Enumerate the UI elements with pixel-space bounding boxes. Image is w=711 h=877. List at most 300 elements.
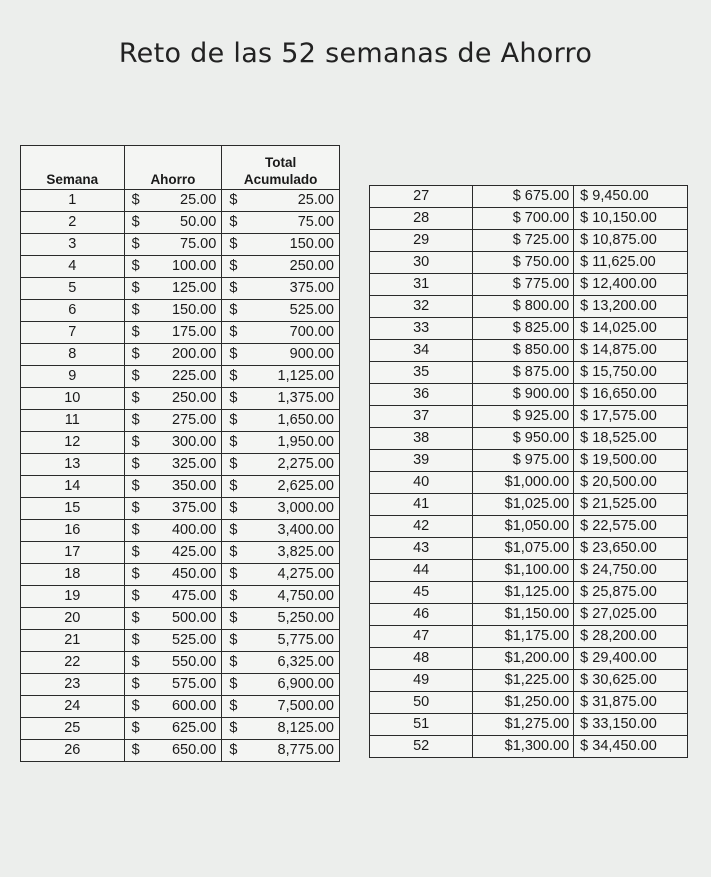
currency-symbol: $ — [131, 324, 140, 340]
currency-symbol: $ — [229, 698, 238, 714]
saving-cell — [124, 256, 222, 278]
saving-amount: 225.00 — [171, 368, 217, 384]
saving-amount: $ 800.00 — [512, 298, 570, 314]
saving-amount-wrap — [125, 652, 222, 673]
currency-symbol: $ — [131, 236, 140, 252]
saving-cell — [473, 560, 574, 582]
total-cell — [574, 736, 688, 758]
saving-cell — [124, 740, 222, 762]
table-row — [21, 256, 340, 278]
saving-amount-wrap — [125, 630, 222, 651]
total-amount: 75.00 — [297, 214, 334, 230]
total-cell — [574, 648, 688, 670]
saving-cell — [124, 454, 222, 476]
currency-symbol: $ — [131, 280, 140, 296]
currency-symbol: $ — [229, 456, 238, 472]
saving-amount: $ 775.00 — [512, 276, 570, 292]
saving-amount: $1,075.00 — [504, 540, 570, 556]
total-amount-wrap — [222, 520, 339, 541]
week-number: 35 — [370, 362, 473, 384]
currency-symbol: $ — [229, 346, 238, 362]
total-amount: $ 14,025.00 — [580, 320, 657, 336]
currency-symbol: $ — [131, 522, 140, 538]
table-row — [21, 696, 340, 718]
week-number: 27 — [370, 186, 473, 208]
total-cell — [222, 564, 340, 586]
total-cell — [574, 560, 688, 582]
saving-amount: $ 675.00 — [512, 188, 570, 204]
week-number: 31 — [370, 274, 473, 296]
saving-cell — [473, 296, 574, 318]
table-row — [370, 582, 688, 604]
total-amount-wrap — [222, 564, 339, 585]
saving-cell — [473, 186, 574, 208]
total-amount: 250.00 — [289, 258, 334, 274]
saving-amount: $1,125.00 — [504, 584, 570, 600]
total-amount-wrap — [222, 498, 339, 519]
table-row — [370, 406, 688, 428]
saving-cell — [124, 366, 222, 388]
saving-amount: 550.00 — [171, 654, 217, 670]
total-amount-wrap — [222, 234, 339, 255]
saving-amount-wrap — [125, 718, 222, 739]
total-amount: $ 17,575.00 — [580, 408, 657, 424]
saving-amount-wrap — [125, 498, 222, 519]
total-cell — [222, 190, 340, 212]
header-total-line2: Acumulado — [243, 172, 318, 187]
week-number: 37 — [370, 406, 473, 428]
saving-cell — [124, 300, 222, 322]
saving-amount: $ 975.00 — [512, 452, 570, 468]
week-number: 29 — [370, 230, 473, 252]
total-cell — [574, 494, 688, 516]
week-number: 6 — [21, 300, 125, 322]
total-amount: 6,900.00 — [277, 676, 334, 692]
saving-amount: 350.00 — [171, 478, 217, 494]
saving-cell — [124, 476, 222, 498]
total-cell — [574, 296, 688, 318]
currency-symbol: $ — [229, 676, 238, 692]
table-row — [370, 318, 688, 340]
total-cell — [574, 208, 688, 230]
currency-symbol: $ — [229, 302, 238, 318]
currency-symbol: $ — [229, 280, 238, 296]
total-cell — [574, 472, 688, 494]
table-row — [21, 388, 340, 410]
saving-amount: $ 725.00 — [512, 232, 570, 248]
currency-symbol: $ — [131, 588, 140, 604]
saving-cell — [473, 274, 574, 296]
week-number: 8 — [21, 344, 125, 366]
total-amount: 8,125.00 — [277, 720, 334, 736]
saving-amount: $ 925.00 — [512, 408, 570, 424]
table-row — [370, 604, 688, 626]
saving-amount-wrap — [125, 322, 222, 343]
saving-amount-wrap — [125, 278, 222, 299]
total-amount: 1,950.00 — [277, 434, 334, 450]
week-number: 38 — [370, 428, 473, 450]
saving-amount-wrap — [125, 542, 222, 563]
saving-amount: $ 850.00 — [512, 342, 570, 358]
saving-amount: $1,225.00 — [504, 672, 570, 688]
table-row — [21, 498, 340, 520]
table-row — [370, 714, 688, 736]
table-row — [370, 494, 688, 516]
saving-cell — [473, 384, 574, 406]
week-number: 17 — [21, 542, 125, 564]
total-cell — [222, 652, 340, 674]
table-row — [21, 564, 340, 586]
total-amount: 25.00 — [297, 192, 334, 208]
total-cell — [222, 212, 340, 234]
total-cell — [222, 410, 340, 432]
saving-cell — [473, 648, 574, 670]
total-cell — [222, 608, 340, 630]
table-row — [370, 560, 688, 582]
table-row — [21, 586, 340, 608]
saving-amount: $ 875.00 — [512, 364, 570, 380]
saving-amount: $1,150.00 — [504, 606, 570, 622]
total-cell — [574, 340, 688, 362]
total-cell — [222, 300, 340, 322]
saving-amount: 50.00 — [180, 214, 217, 230]
table-row — [21, 410, 340, 432]
total-amount: $ 9,450.00 — [580, 188, 649, 204]
week-number: 47 — [370, 626, 473, 648]
header-saving: Ahorro — [124, 146, 222, 190]
total-cell — [222, 388, 340, 410]
total-amount: 3,000.00 — [277, 500, 334, 516]
table-row — [370, 362, 688, 384]
week-number: 46 — [370, 604, 473, 626]
saving-cell — [473, 692, 574, 714]
total-amount-wrap — [222, 410, 339, 431]
currency-symbol: $ — [131, 302, 140, 318]
currency-symbol: $ — [229, 258, 238, 274]
total-amount-wrap — [222, 674, 339, 695]
week-number: 34 — [370, 340, 473, 362]
currency-symbol: $ — [229, 500, 238, 516]
total-cell — [222, 542, 340, 564]
currency-symbol: $ — [229, 588, 238, 604]
table-row — [370, 296, 688, 318]
saving-cell — [124, 696, 222, 718]
total-cell — [222, 740, 340, 762]
week-number: 21 — [21, 630, 125, 652]
week-number: 30 — [370, 252, 473, 274]
saving-amount: 100.00 — [171, 258, 217, 274]
currency-symbol: $ — [229, 566, 238, 582]
currency-symbol: $ — [229, 434, 238, 450]
saving-amount: $1,300.00 — [504, 738, 570, 754]
total-amount-wrap — [222, 212, 339, 233]
saving-cell — [473, 428, 574, 450]
saving-cell — [473, 230, 574, 252]
total-cell — [574, 318, 688, 340]
saving-amount: 450.00 — [171, 566, 217, 582]
total-cell — [222, 256, 340, 278]
total-amount: 5,775.00 — [277, 632, 334, 648]
total-amount-wrap — [222, 476, 339, 497]
week-number: 26 — [21, 740, 125, 762]
currency-symbol: $ — [229, 390, 238, 406]
saving-cell — [473, 494, 574, 516]
saving-cell — [124, 520, 222, 542]
total-amount: $ 15,750.00 — [580, 364, 657, 380]
saving-amount-wrap — [125, 432, 222, 453]
currency-symbol: $ — [229, 544, 238, 560]
total-cell — [574, 274, 688, 296]
total-amount: $ 34,450.00 — [580, 738, 657, 754]
table-row — [21, 190, 340, 212]
total-amount: $ 25,875.00 — [580, 584, 657, 600]
saving-amount: $1,025.00 — [504, 496, 570, 512]
total-cell — [222, 322, 340, 344]
total-amount: 1,375.00 — [277, 390, 334, 406]
saving-cell — [473, 450, 574, 472]
week-number: 41 — [370, 494, 473, 516]
table-row — [370, 384, 688, 406]
currency-symbol: $ — [131, 456, 140, 472]
saving-cell — [124, 718, 222, 740]
total-amount: 2,275.00 — [277, 456, 334, 472]
currency-symbol: $ — [229, 368, 238, 384]
total-cell — [574, 538, 688, 560]
currency-symbol: $ — [229, 478, 238, 494]
total-amount: $ 29,400.00 — [580, 650, 657, 666]
saving-cell — [473, 626, 574, 648]
page-title: Reto de las 52 semanas de Ahorro — [118, 38, 593, 69]
week-number: 15 — [21, 498, 125, 520]
week-number: 7 — [21, 322, 125, 344]
saving-cell — [124, 278, 222, 300]
total-amount-wrap — [222, 190, 339, 211]
week-number: 48 — [370, 648, 473, 670]
saving-cell — [473, 538, 574, 560]
currency-symbol: $ — [131, 632, 140, 648]
total-amount-wrap — [222, 300, 339, 321]
saving-amount: 150.00 — [171, 302, 217, 318]
saving-amount-wrap — [125, 608, 222, 629]
total-amount: 900.00 — [289, 346, 334, 362]
table-row — [370, 428, 688, 450]
table-row — [21, 718, 340, 740]
table-row — [370, 340, 688, 362]
week-number: 52 — [370, 736, 473, 758]
total-cell — [222, 498, 340, 520]
saving-cell — [473, 406, 574, 428]
saving-amount: 250.00 — [171, 390, 217, 406]
saving-amount-wrap — [125, 344, 222, 365]
total-amount: 3,825.00 — [277, 544, 334, 560]
header-week: Semana — [21, 146, 125, 190]
total-cell — [574, 670, 688, 692]
saving-amount: $ 900.00 — [512, 386, 570, 402]
currency-symbol: $ — [131, 500, 140, 516]
saving-amount: 375.00 — [171, 500, 217, 516]
total-amount-wrap — [222, 652, 339, 673]
currency-symbol: $ — [131, 676, 140, 692]
total-amount: 6,325.00 — [277, 654, 334, 670]
total-cell — [222, 432, 340, 454]
week-number: 13 — [21, 454, 125, 476]
saving-cell — [473, 208, 574, 230]
total-amount-wrap — [222, 256, 339, 277]
total-amount: $ 21,525.00 — [580, 496, 657, 512]
total-amount: 150.00 — [289, 236, 334, 252]
currency-symbol: $ — [229, 720, 238, 736]
savings-table-weeks-27-52 — [369, 185, 688, 758]
table-row — [21, 366, 340, 388]
savings-table-weeks-1-26 — [20, 145, 340, 762]
currency-symbol: $ — [131, 566, 140, 582]
week-number: 39 — [370, 450, 473, 472]
total-amount-wrap — [222, 454, 339, 475]
saving-cell — [473, 252, 574, 274]
total-amount: $ 24,750.00 — [580, 562, 657, 578]
currency-symbol: $ — [229, 214, 238, 230]
saving-amount: 325.00 — [171, 456, 217, 472]
total-amount-wrap — [222, 696, 339, 717]
total-amount: 1,650.00 — [277, 412, 334, 428]
saving-amount: $1,250.00 — [504, 694, 570, 710]
table-row — [21, 652, 340, 674]
total-amount: $ 11,625.00 — [580, 254, 656, 270]
week-number: 2 — [21, 212, 125, 234]
saving-amount-wrap — [125, 366, 222, 387]
week-number: 33 — [370, 318, 473, 340]
currency-symbol: $ — [131, 742, 140, 758]
saving-amount-wrap — [125, 674, 222, 695]
total-cell — [574, 406, 688, 428]
total-cell — [574, 626, 688, 648]
total-amount: 700.00 — [289, 324, 334, 340]
total-cell — [574, 604, 688, 626]
saving-amount: 25.00 — [180, 192, 217, 208]
currency-symbol: $ — [131, 544, 140, 560]
saving-cell — [473, 340, 574, 362]
currency-symbol: $ — [131, 258, 140, 274]
saving-amount-wrap — [125, 410, 222, 431]
saving-amount-wrap — [125, 190, 222, 211]
week-number: 18 — [21, 564, 125, 586]
saving-amount: $ 750.00 — [512, 254, 570, 270]
table-row — [370, 230, 688, 252]
total-cell — [222, 344, 340, 366]
saving-cell — [124, 344, 222, 366]
week-number: 45 — [370, 582, 473, 604]
week-number: 51 — [370, 714, 473, 736]
table-row — [21, 630, 340, 652]
saving-cell — [124, 322, 222, 344]
total-cell — [574, 186, 688, 208]
week-number: 19 — [21, 586, 125, 608]
total-cell — [222, 366, 340, 388]
saving-cell — [124, 630, 222, 652]
total-amount: 4,750.00 — [277, 588, 334, 604]
saving-amount-wrap — [125, 212, 222, 233]
total-amount-wrap — [222, 630, 339, 651]
saving-amount-wrap — [125, 740, 222, 761]
total-cell — [574, 450, 688, 472]
total-cell — [222, 630, 340, 652]
table-row — [370, 208, 688, 230]
table-row — [21, 454, 340, 476]
table-row — [21, 432, 340, 454]
currency-symbol: $ — [131, 478, 140, 494]
saving-amount-wrap — [125, 256, 222, 277]
total-cell — [222, 476, 340, 498]
total-amount: 5,250.00 — [277, 610, 334, 626]
total-cell — [222, 674, 340, 696]
total-amount-wrap — [222, 344, 339, 365]
saving-cell — [473, 670, 574, 692]
table-row — [370, 626, 688, 648]
saving-cell — [473, 714, 574, 736]
currency-symbol: $ — [229, 412, 238, 428]
saving-amount: $ 950.00 — [512, 430, 570, 446]
total-amount: 7,500.00 — [277, 698, 334, 714]
total-amount: $ 23,650.00 — [580, 540, 657, 556]
total-amount: 1,125.00 — [277, 368, 334, 384]
table-header-row — [21, 146, 340, 190]
week-number: 16 — [21, 520, 125, 542]
saving-amount-wrap — [125, 388, 222, 409]
week-number: 5 — [21, 278, 125, 300]
total-cell — [574, 384, 688, 406]
total-amount: $ 10,875.00 — [580, 232, 657, 248]
total-cell — [222, 586, 340, 608]
total-amount: $ 22,575.00 — [580, 518, 657, 534]
saving-cell — [124, 564, 222, 586]
week-number: 44 — [370, 560, 473, 582]
table-row — [21, 212, 340, 234]
currency-symbol: $ — [131, 610, 140, 626]
saving-amount: 175.00 — [171, 324, 217, 340]
currency-symbol: $ — [131, 368, 140, 384]
saving-amount-wrap — [125, 234, 222, 255]
table-row — [370, 472, 688, 494]
total-amount: $ 30,625.00 — [580, 672, 657, 688]
total-amount: $ 33,150.00 — [580, 716, 657, 732]
table-row — [370, 274, 688, 296]
table-row — [21, 542, 340, 564]
total-cell — [222, 718, 340, 740]
saving-amount: 200.00 — [171, 346, 217, 362]
saving-amount-wrap — [125, 696, 222, 717]
total-cell — [222, 696, 340, 718]
total-cell — [222, 278, 340, 300]
total-amount: 8,775.00 — [277, 742, 334, 758]
header-total — [222, 146, 340, 190]
saving-cell — [124, 212, 222, 234]
saving-amount: $1,175.00 — [504, 628, 570, 644]
total-amount: $ 20,500.00 — [580, 474, 657, 490]
week-number: 40 — [370, 472, 473, 494]
saving-amount-wrap — [125, 520, 222, 541]
currency-symbol: $ — [131, 412, 140, 428]
table-row — [370, 670, 688, 692]
table-row — [370, 648, 688, 670]
total-cell — [574, 428, 688, 450]
saving-cell — [124, 432, 222, 454]
total-amount-wrap — [222, 322, 339, 343]
table-row — [21, 322, 340, 344]
table-row — [370, 516, 688, 538]
header-total-line1: Total — [265, 155, 297, 170]
table-row — [21, 608, 340, 630]
total-amount: 525.00 — [289, 302, 334, 318]
